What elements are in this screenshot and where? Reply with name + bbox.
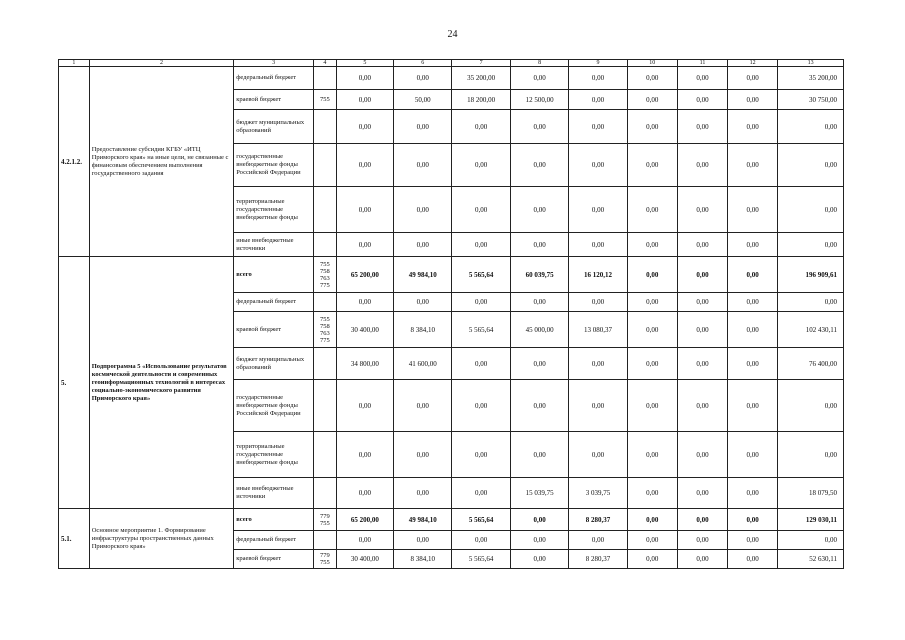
funding-source: всего [234,257,314,293]
year-value: 5 565,64 [452,312,510,348]
year-value: 0,00 [728,380,778,432]
year-value: 0,00 [569,67,627,90]
funding-source: территориальные государственные внебюджетные фонды [234,432,314,478]
budget-code: 755 758 763 775 [314,312,337,348]
funding-source: краевой бюджет [234,312,314,348]
header-row [59,60,844,67]
year-value: 0,00 [336,293,393,312]
year-value: 0,00 [677,531,727,550]
year-value: 0,00 [728,550,778,569]
year-value: 12 500,00 [510,90,568,110]
year-value: 0,00 [627,509,677,531]
year-value: 0,00 [677,144,727,187]
year-value: 0,00 [452,478,510,509]
funding-source: государственные внебюджетные фонды Российской Федерации [234,144,314,187]
year-value: 0,00 [728,348,778,380]
year-value: 49 984,10 [394,509,452,531]
year-value: 0,00 [452,187,510,233]
year-value: 0,00 [510,509,568,531]
total-value: 0,00 [778,293,844,312]
funding-source: территориальные государственные внебюджетные фонды [234,187,314,233]
year-value: 0,00 [510,144,568,187]
year-value: 0,00 [728,531,778,550]
year-value: 0,00 [677,110,727,144]
year-value: 0,00 [569,380,627,432]
total-value: 0,00 [778,144,844,187]
funding-source: федеральный бюджет [234,67,314,90]
year-value: 0,00 [510,550,568,569]
year-value: 0,00 [677,67,727,90]
year-value: 0,00 [569,531,627,550]
year-value: 0,00 [510,380,568,432]
year-value: 0,00 [627,531,677,550]
year-value: 0,00 [728,144,778,187]
year-value: 65 200,00 [336,509,393,531]
year-value: 0,00 [394,432,452,478]
total-value: 0,00 [778,110,844,144]
row-number: 4.2.1.2. [59,67,90,257]
year-value: 0,00 [510,432,568,478]
budget-code: 755 [314,90,337,110]
column-number-7: 7 [452,60,510,67]
funding-source: краевой бюджет [234,550,314,569]
activity-name: Основное мероприятие 1. Формирование инфраструктуры пространственных данных Приморского края» [89,509,233,569]
budget-code: 779 755 [314,509,337,531]
year-value: 0,00 [452,348,510,380]
year-value: 0,00 [728,432,778,478]
year-value: 0,00 [627,67,677,90]
budget-code [314,432,337,478]
year-value: 30 400,00 [336,312,393,348]
year-value: 0,00 [569,348,627,380]
year-value: 0,00 [627,90,677,110]
year-value: 0,00 [627,380,677,432]
year-value: 0,00 [677,293,727,312]
year-value: 0,00 [336,531,393,550]
year-value: 0,00 [677,550,727,569]
budget-code [314,187,337,233]
budget-code [314,531,337,550]
total-value: 196 909,61 [778,257,844,293]
budget-code [314,380,337,432]
year-value: 0,00 [336,432,393,478]
column-number-9: 9 [569,60,627,67]
year-value: 5 565,64 [452,550,510,569]
budget-code [314,348,337,380]
column-number-12: 12 [728,60,778,67]
year-value: 0,00 [569,110,627,144]
year-value: 45 000,00 [510,312,568,348]
row-number: 5.1. [59,509,90,569]
year-value: 0,00 [336,67,393,90]
column-number-6: 6 [394,60,452,67]
year-value: 15 039,75 [510,478,568,509]
year-value: 0,00 [452,432,510,478]
funding-source: федеральный бюджет [234,531,314,550]
year-value: 0,00 [510,233,568,257]
total-value: 0,00 [778,531,844,550]
year-value: 0,00 [394,478,452,509]
year-value: 0,00 [677,348,727,380]
year-value: 0,00 [336,90,393,110]
year-value: 13 080,37 [569,312,627,348]
year-value: 0,00 [394,380,452,432]
year-value: 0,00 [728,478,778,509]
total-value: 0,00 [778,432,844,478]
year-value: 0,00 [627,110,677,144]
year-value: 0,00 [627,187,677,233]
year-value: 65 200,00 [336,257,393,293]
funding-source: федеральный бюджет [234,293,314,312]
year-value: 0,00 [510,293,568,312]
activity-name: Предоставление субсидии КГБУ «ИТЦ Приморского края» на иные цели, не связанные с финансовым обеспечением выполнения государственного задания [89,67,233,257]
year-value: 16 120,12 [569,257,627,293]
budget-code [314,293,337,312]
year-value: 0,00 [677,478,727,509]
funding-source: иные внебюджетные источники [234,478,314,509]
year-value: 0,00 [627,257,677,293]
year-value: 0,00 [627,293,677,312]
funding-source: бюджет муниципальных образований [234,348,314,380]
column-number-2: 2 [89,60,233,67]
year-value: 0,00 [677,187,727,233]
year-value: 0,00 [394,110,452,144]
year-value: 5 565,64 [452,257,510,293]
year-value: 0,00 [627,312,677,348]
year-value: 0,00 [452,233,510,257]
funding-source: иные внебюджетные источники [234,233,314,257]
year-value: 0,00 [677,257,727,293]
budget-code [314,478,337,509]
year-value: 0,00 [627,144,677,187]
year-value: 0,00 [728,257,778,293]
budget-table [58,59,844,569]
year-value: 0,00 [510,67,568,90]
year-value: 0,00 [569,432,627,478]
year-value: 0,00 [677,432,727,478]
year-value: 18 200,00 [452,90,510,110]
year-value: 0,00 [627,348,677,380]
year-value: 0,00 [394,187,452,233]
funding-source: бюджет муниципальных образований [234,110,314,144]
year-value: 0,00 [452,380,510,432]
budget-code: 779 755 [314,550,337,569]
budget-code: 755 758 763 775 [314,257,337,293]
total-value: 18 079,50 [778,478,844,509]
year-value: 0,00 [510,531,568,550]
year-value: 0,00 [452,110,510,144]
column-number-4: 4 [314,60,337,67]
year-value: 50,00 [394,90,452,110]
year-value: 0,00 [677,233,727,257]
year-value: 0,00 [569,187,627,233]
funding-source: краевой бюджет [234,90,314,110]
total-value: 129 030,11 [778,509,844,531]
year-value: 35 200,00 [452,67,510,90]
year-value: 30 400,00 [336,550,393,569]
year-value: 49 984,10 [394,257,452,293]
year-value: 0,00 [627,233,677,257]
year-value: 0,00 [728,509,778,531]
year-value: 0,00 [569,233,627,257]
year-value: 0,00 [510,348,568,380]
row-number: 5. [59,257,90,509]
year-value: 0,00 [394,67,452,90]
year-value: 0,00 [728,312,778,348]
year-value: 3 039,75 [569,478,627,509]
year-value: 0,00 [728,90,778,110]
year-value: 41 600,00 [394,348,452,380]
column-number-8: 8 [510,60,568,67]
year-value: 0,00 [728,187,778,233]
table-row [59,257,844,293]
year-value: 0,00 [677,509,727,531]
year-value: 0,00 [627,478,677,509]
page-number: 24 [447,29,458,40]
year-value: 0,00 [569,293,627,312]
year-value: 0,00 [569,90,627,110]
column-number-1: 1 [59,60,90,67]
year-value: 0,00 [336,233,393,257]
year-value: 0,00 [336,187,393,233]
year-value: 8 384,10 [394,550,452,569]
year-value: 0,00 [677,312,727,348]
year-value: 0,00 [728,293,778,312]
year-value: 0,00 [627,432,677,478]
budget-code [314,144,337,187]
year-value: 0,00 [336,110,393,144]
total-value: 35 200,00 [778,67,844,90]
activity-name: Подпрограмма 5 «Использование результатов космической деятельности и современных геоинформационных технологий в интересах социально-экономического развития Приморского края» [89,257,233,509]
budget-code [314,233,337,257]
year-value: 0,00 [336,478,393,509]
funding-source: всего [234,509,314,531]
total-value: 0,00 [778,187,844,233]
year-value: 34 800,00 [336,348,393,380]
total-value: 30 750,00 [778,90,844,110]
column-number-11: 11 [677,60,727,67]
total-value: 102 430,11 [778,312,844,348]
year-value: 0,00 [394,144,452,187]
year-value: 8 280,37 [569,550,627,569]
year-value: 0,00 [569,144,627,187]
table-row [59,509,844,531]
year-value: 0,00 [728,110,778,144]
year-value: 0,00 [452,293,510,312]
year-value: 0,00 [728,233,778,257]
year-value: 0,00 [510,187,568,233]
column-number-10: 10 [627,60,677,67]
budget-code [314,67,337,90]
year-value: 0,00 [394,233,452,257]
year-value: 0,00 [677,380,727,432]
column-number-13: 13 [778,60,844,67]
funding-source: государственные внебюджетные фонды Российской Федерации [234,380,314,432]
total-value: 76 400,00 [778,348,844,380]
year-value: 0,00 [627,550,677,569]
budget-code [314,110,337,144]
year-value: 0,00 [510,110,568,144]
year-value: 0,00 [452,144,510,187]
year-value: 0,00 [394,293,452,312]
year-value: 0,00 [336,144,393,187]
year-value: 5 565,64 [452,509,510,531]
year-value: 0,00 [728,67,778,90]
year-value: 0,00 [336,380,393,432]
total-value: 0,00 [778,233,844,257]
year-value: 0,00 [452,531,510,550]
year-value: 0,00 [677,90,727,110]
year-value: 8 384,10 [394,312,452,348]
column-number-3: 3 [234,60,314,67]
year-value: 60 039,75 [510,257,568,293]
year-value: 0,00 [394,531,452,550]
column-number-5: 5 [336,60,393,67]
table-row [59,67,844,90]
year-value: 8 280,37 [569,509,627,531]
total-value: 0,00 [778,380,844,432]
total-value: 52 630,11 [778,550,844,569]
